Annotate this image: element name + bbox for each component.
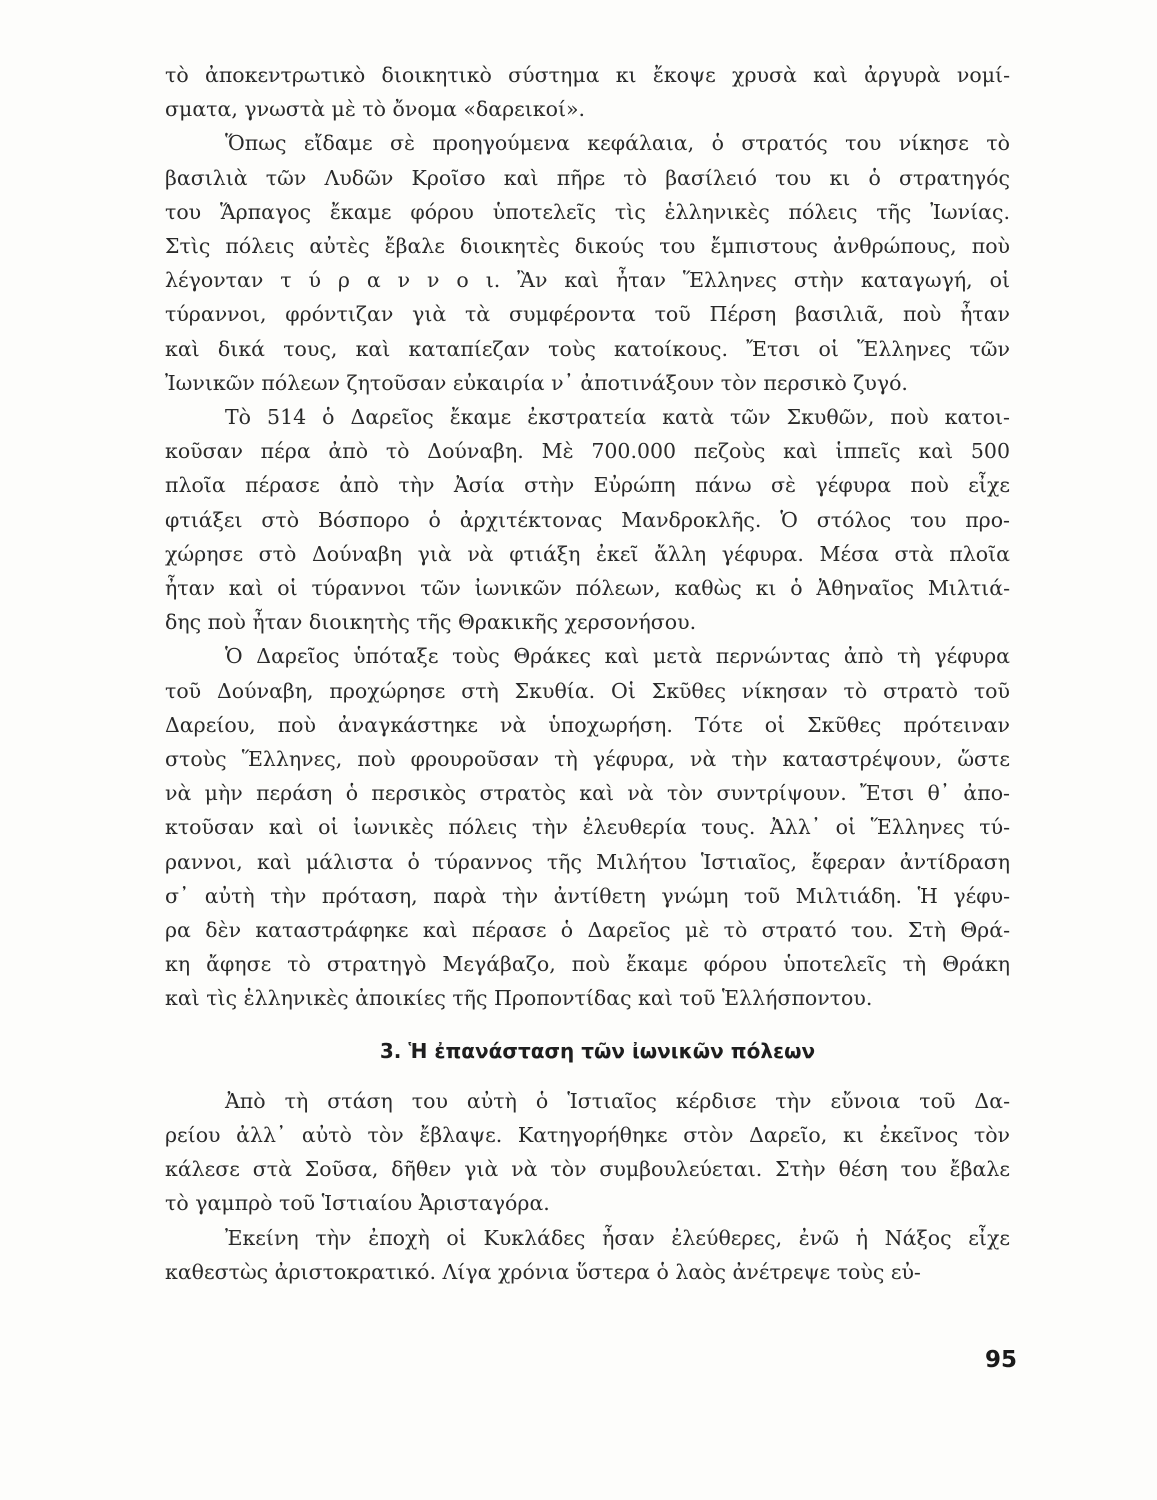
paragraph bbox=[165, 400, 1010, 639]
text-line: βασιλιὰ τῶν Λυδῶν Κροῖσο καὶ πῆρε τὸ βασίλειό του κι ὁ στρατηγός bbox=[165, 165, 1010, 190]
text-line: ρα δὲν καταστράφηκε καὶ πέρασε ὁ Δαρεῖος μὲ τὸ στρατό του. Στὴ Θρά- bbox=[165, 918, 1010, 943]
text-line: κοῦσαν πέρα ἀπὸ τὸ Δούναβη. Μὲ 700.000 πεζοὺς καὶ ἱππεῖς καὶ 500 bbox=[165, 439, 1010, 464]
paragraph bbox=[165, 639, 1010, 1015]
text-line: ρείου ἀλλ᾿ αὐτὸ τὸν ἔβλαψε. Κατηγορήθηκε στὸν Δαρεῖο, κι ἐκεῖνος τὸν bbox=[165, 1122, 1010, 1147]
text-line: Ἀπὸ τὴ στάση του αὐτὴ ὁ Ἱστιαῖος κέρδισε τὴν εὔνοια τοῦ Δα- bbox=[225, 1088, 1010, 1113]
text-line: σματα, γνωστὰ μὲ τὸ ὄνομα «δαρεικοί». bbox=[165, 97, 586, 122]
text-line: κάλεσε στὰ Σοῦσα, δῆθεν γιὰ νὰ τὸν συμβουλεύεται. Στὴν θέση του ἔβαλε bbox=[165, 1157, 1010, 1182]
section-heading: 3. Ἡ ἐπανάσταση τῶν ἰωνικῶν πόλεων bbox=[379, 1038, 816, 1063]
text-line: Τὸ 514 ὁ Δαρεῖος ἔκαμε ἐκστρατεία κατὰ τῶν Σκυθῶν, ποὺ κατοι- bbox=[225, 405, 1010, 430]
text-line: στοὺς Ἕλληνες, ποὺ φρουροῦσαν τὴ γέφυρα, νὰ τὴν καταστρέψουν, ὥστε bbox=[165, 747, 1010, 772]
text-line: Ἰωνικῶν πόλεων ζητοῦσαν εὐκαιρία ν᾿ ἀποτινάξουν τὸν περσικὸ ζυγό. bbox=[165, 370, 908, 395]
text-line: Στὶς πόλεις αὐτὲς ἔβαλε διοικητὲς δικούς του ἔμπιστους ἀνθρώπους, ποὺ bbox=[165, 234, 1010, 259]
text-line: καὶ δικά τους, καὶ καταπίεζαν τοὺς κατοίκους. Ἔτσι οἱ Ἕλληνες τῶν bbox=[165, 336, 1010, 361]
text-line: σ᾿ αὐτὴ τὴν πρόταση, παρὰ τὴν ἀντίθετη γνώμη τοῦ Μιλτιάδη. Ἡ γέφυ- bbox=[165, 883, 1010, 908]
text-line: νὰ μὴν περάση ὁ περσικὸς στρατὸς καὶ νὰ τὸν συντρίψουν. Ἔτσι θ᾿ ἀπο- bbox=[165, 781, 1010, 806]
paragraph bbox=[165, 1084, 1010, 1221]
text-line: Ἐκείνη τὴν ἐποχὴ οἱ Κυκλάδες ἦσαν ἐλεύθερες, ἐνῶ ἡ Νάξος εἶχε bbox=[225, 1225, 1010, 1250]
text-line: κτοῦσαν καὶ οἱ ἰωνικὲς πόλεις τὴν ἐλευθερία τους. Ἀλλ᾿ οἱ Ἕλληνες τύ- bbox=[165, 815, 1010, 840]
text-column bbox=[165, 58, 1010, 1289]
paragraph bbox=[165, 126, 1010, 400]
text-line: Δαρείου, ποὺ ἀναγκάστηκε νὰ ὑποχωρήση. Τότε οἱ Σκῦθες πρότειναν bbox=[165, 712, 1010, 737]
text-line: δης ποὺ ἦταν διοικητὴς τῆς Θρακικῆς χερσονήσου. bbox=[165, 610, 697, 635]
text-line: καὶ τὶς ἑλληνικὲς ἀποικίες τῆς Προποντίδας καὶ τοῦ Ἑλλήσποντου. bbox=[165, 986, 873, 1011]
text-line: Ὁ Δαρεῖος ὑπόταξε τοὺς Θράκες καὶ μετὰ περνώντας ἀπὸ τὴ γέφυρα bbox=[225, 644, 1010, 669]
text-line: λέγονταν τ ύ ρ α ν ν ο ι. Ἂν καὶ ἦταν Ἕλληνες στὴν καταγωγή, οἱ bbox=[165, 268, 1010, 293]
text-line: τοῦ Δούναβη, προχώρησε στὴ Σκυθία. Οἱ Σκῦθες νίκησαν τὸ στρατὸ τοῦ bbox=[165, 678, 1010, 703]
text-line: κη ἄφησε τὸ στρατηγὸ Μεγάβαζο, ποὺ ἔκαμε φόρου ὑποτελεῖς τὴ Θράκη bbox=[165, 952, 1010, 977]
text-line: πλοῖα πέρασε ἀπὸ τὴν Ἀσία στὴν Εὐρώπη πάνω σὲ γέφυρα ποὺ εἶχε bbox=[165, 473, 1010, 498]
text-line: τὸ ἀποκεντρωτικὸ διοικητικὸ σύστημα κι ἔκοψε χρυσὰ καὶ ἀργυρὰ νομί- bbox=[165, 63, 1010, 87]
paragraph bbox=[165, 58, 1010, 126]
text-line: Ὅπως εἴδαμε σὲ προηγούμενα κεφάλαια, ὁ στρατός του νίκησε τὸ bbox=[225, 131, 1010, 156]
text-line: καθεστὼς ἀριστοκρατικό. Λίγα χρόνια ὕστερα ὁ λαὸς ἀνέτρεψε τοὺς εὐ- bbox=[165, 1259, 921, 1284]
text-line: χώρησε στὸ Δούναβη γιὰ νὰ φτιάξη ἐκεῖ ἄλλη γέφυρα. Μέσα στὰ πλοῖα bbox=[165, 541, 1010, 566]
text-line: τὸ γαμπρὸ τοῦ Ἱστιαίου Ἀρισταγόρα. bbox=[165, 1191, 550, 1216]
text-line: ραννοι, καὶ μάλιστα ὁ τύραννος τῆς Μιλήτου Ἱστιαῖος, ἔφεραν ἀντίδραση bbox=[165, 849, 1010, 874]
text-line: φτιάξει στὸ Βόσπορο ὁ ἀρχιτέκτονας Μανδροκλῆς. Ὁ στόλος του προ- bbox=[165, 507, 1010, 532]
paragraph bbox=[165, 1221, 1010, 1289]
text-line: ἦταν καὶ οἱ τύραννοι τῶν ἰωνικῶν πόλεων, καθὼς κι ὁ Ἀθηναῖος Μιλτιά- bbox=[165, 576, 1010, 601]
page-number: 95 bbox=[985, 1347, 1018, 1373]
text-line: τύραννοι, φρόντιζαν γιὰ τὰ συμφέροντα τοῦ Πέρση βασιλιᾶ, ποὺ ἦταν bbox=[165, 302, 1010, 327]
text-line: του Ἅρπαγος ἔκαμε φόρου ὑποτελεῖς τὶς ἑλληνικὲς πόλεις τῆς Ἰωνίας. bbox=[165, 199, 1010, 224]
